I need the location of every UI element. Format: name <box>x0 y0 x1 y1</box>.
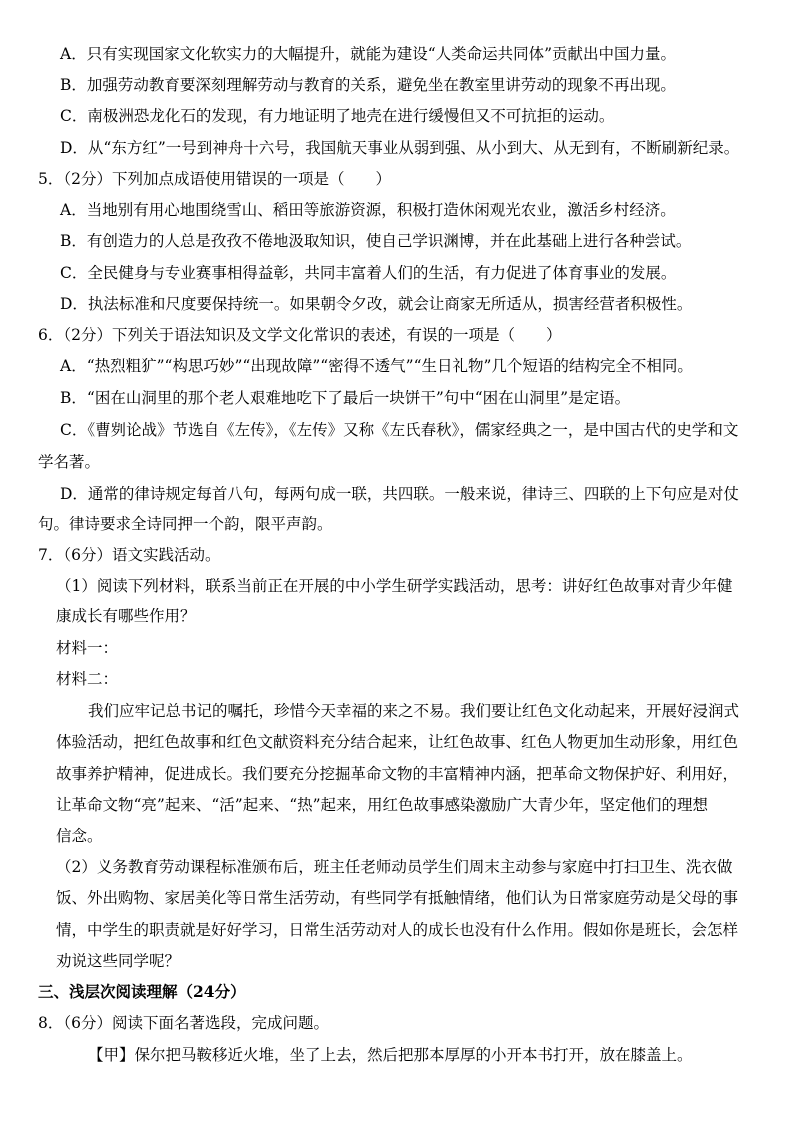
material-two-p5: 信念。 <box>56 827 103 845</box>
material-two-p4: 让革命文物“亮”起来、“活”起来、“热”起来，用红色故事感染激励广大青少年，坚定他们的理想 <box>56 796 709 814</box>
material-two-p1: 我们应牢记总书记的嘱托，珍惜今天幸福的来之不易。我们要让红色文化动起来，开展好浸润式 <box>88 702 740 720</box>
q5-option-d: D．执法标准和尺度要保持统一。如果朝令夕改，就会让商家无所适从，损害经营者积极性。 <box>60 295 693 313</box>
material-one-label: 材料一： <box>56 639 119 657</box>
q6-option-a: A．“热烈粗犷”“构思巧妙”“出现故障”“密得不透气”“生日礼物”几个短语的结构完全不相同。 <box>60 357 693 375</box>
question-8-stem: 8．（6分）阅读下面名著选段，完成问题。 <box>38 1014 329 1032</box>
excerpt-jia: 【甲】保尔把马鞍移近火堆，坐了上去，然后把那本厚厚的小开本书打开，放在膝盖上。 <box>88 1046 693 1064</box>
q6-option-d-cont: 句。律诗要求全诗同押一个韵，限平声韵。 <box>38 515 333 533</box>
q5-option-c: C．全民健身与专业赛事相得益彰，共同丰富着人们的生活，有力促进了体育事业的发展。 <box>60 264 677 282</box>
q7-part-2-cont3: 劝说这些同学呢？ <box>56 952 181 970</box>
q4-option-c: C．南极洲恐龙化石的发现，有力地证明了地壳在进行缓慢但又不可抗拒的运动。 <box>60 107 615 125</box>
material-two-label: 材料二： <box>56 670 119 688</box>
q4-option-a: A．只有实现国家文化软实力的大幅提升，就能为建设“人类命运共同体”贡献出中国力量。 <box>60 45 677 63</box>
question-6-stem: 6．（2分）下列关于语法知识及文学文化常识的表述，有误的一项是（ ） <box>38 326 562 344</box>
q7-part-2: （2）义务教育劳动课程标准颁布后，班主任老师动员学生们周末主动参与家庭中打扫卫生、洗衣做 <box>56 858 733 876</box>
q7-part-1-cont: 康成长有哪些作用？ <box>56 607 196 625</box>
q6-option-c: C．《曹刿论战》节选自《左传》，《左传》又称《左氏春秋》，儒家经典之一，是中国古代的史学和文 <box>60 421 739 439</box>
q7-part-2-cont2: 情，中学生的职责就是好好学习，日常生活劳动对人的成长也没有什么作用。假如你是班长，会怎样 <box>56 921 739 939</box>
question-5-stem: 5．（2分）下列加点成语使用错误的一项是（ ） <box>38 170 391 188</box>
material-two-p2: 体验活动，把红色故事和红色文献资料充分结合起来，让红色故事、红色人物更加生动形象，用红色 <box>56 733 739 751</box>
material-two-p3: 故事养护精神，促进成长。我们要充分挖掘革命文物的丰富精神内涵，把革命文物保护好、利用好， <box>56 765 739 783</box>
question-7-stem: 7．（6分）语文实践活动。 <box>38 546 221 564</box>
section-3-heading: 三、浅层次阅读理解（24分） <box>38 982 246 1001</box>
q4-option-d: D．从“东方红”一号到神舟十六号，我国航天事业从弱到强、从小到大、从无到有，不断刷新纪录。 <box>60 139 740 157</box>
q7-part-1: （1）阅读下列材料，联系当前正在开展的中小学生研学实践活动，思考：讲好红色故事对青少年健 <box>56 577 733 595</box>
q5-option-b: B．有创造力的人总是孜孜不倦地汲取知识，使自己学识渊博，并在此基础上进行各种尝试。 <box>60 232 692 250</box>
q6-option-b: B．“困在山洞里的那个老人艰难地吃下了最后一块饼干”句中“困在山洞里”是定语。 <box>60 389 631 407</box>
q6-option-c-cont: 学名著。 <box>38 453 101 471</box>
q7-part-2-cont1: 饭、外出购物、家居美化等日常生活劳动，有些同学有抵触情绪，他们认为日常家庭劳动是父母的事 <box>56 889 739 907</box>
q6-option-d: D．通常的律诗规定每首八句，每两句成一联，共四联。一般来说，律诗三、四联的上下句应是对仗 <box>60 485 739 503</box>
q4-option-b: B．加强劳动教育要深刻理解劳动与教育的关系，避免坐在教室里讲劳动的现象不再出现。 <box>60 76 676 94</box>
q5-option-a: A．当地别有用心地围绕雪山、稻田等旅游资源，积极打造休闲观光农业，激活乡村经济。 <box>60 201 676 219</box>
